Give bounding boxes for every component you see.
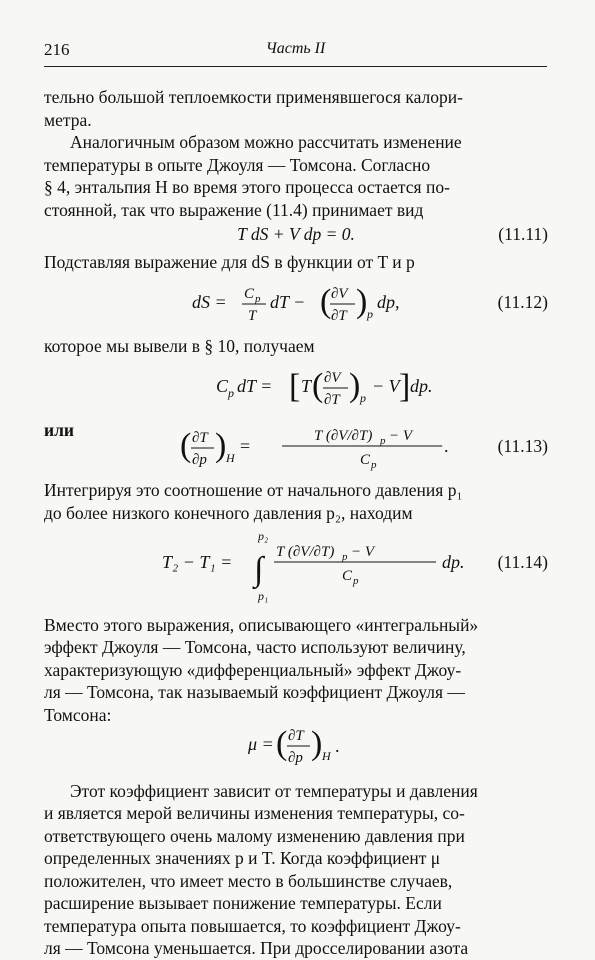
text-line: Аналогичным образом можно рассчитать изменение — [70, 132, 462, 152]
text-line: ля — Томсона уменьшается. При дросселировании азота — [44, 938, 469, 958]
eq-lhs: C — [216, 375, 229, 396]
page-body — [44, 86, 548, 960]
eq-dv: ∂V — [331, 285, 348, 302]
text-line: ля — Томсона, так называемый коэффициент Джоуля — — [44, 682, 465, 702]
eq-dt: dT = — [237, 375, 273, 396]
equation-11-11 — [44, 223, 548, 249]
left-paren: ( — [180, 426, 192, 464]
eq-tail: dp. — [410, 375, 433, 396]
integral-sign: ∫ — [254, 551, 264, 588]
right-paren: ) — [311, 725, 323, 762]
text-line: стоянной, так что выражение (11.4) принимает вид — [44, 199, 424, 220]
text-line: температуры в опыте Джоуля — Томсона. Согласно — [44, 154, 431, 175]
left-paren: ( — [312, 366, 324, 404]
text-line: и является мерой величины изменения температуры, со- — [44, 803, 465, 823]
right-paren: ) — [349, 366, 361, 404]
eq-tail: dp. — [442, 552, 465, 572]
eq-lower: p₁ — [258, 589, 269, 603]
text-line: ответствующего очень малому изменению давления при — [44, 825, 465, 846]
eq-num: ∂T — [192, 429, 208, 446]
eq-num: ∂T — [288, 728, 304, 744]
eq-tail: dp, — [377, 291, 400, 312]
text-line: до более низкого конечного давления p₂, находим — [44, 502, 413, 523]
text-line: § 4, энтальпия H во время этого процесса остается по- — [44, 177, 450, 197]
eq-dt: dT − — [270, 291, 306, 312]
eq-lhs-sub: p — [228, 385, 234, 400]
eq-rden: C — [360, 451, 371, 468]
equation-formula: T dS + V dp = 0. — [237, 224, 355, 244]
eq-den: ∂p — [288, 750, 303, 766]
eq-rden: C — [342, 568, 353, 584]
eq-rden-sub: p — [353, 575, 359, 587]
left-paren: ( — [320, 282, 332, 320]
text-line: Этот коэффициент зависит от температуры и давления — [70, 780, 478, 801]
text-line: метра. — [44, 109, 92, 130]
eq-sub-h: H — [226, 450, 235, 465]
eq-t: T — [301, 375, 312, 396]
eq-lhs: μ = — [248, 734, 274, 754]
equation-number: (11.12) — [497, 291, 548, 312]
eq-dtt: ∂T — [324, 391, 340, 408]
eq-dot: . — [335, 736, 340, 756]
page-number: 216 — [44, 40, 70, 59]
eq-minus-v: − V — [372, 375, 400, 396]
eq-cp: C — [244, 285, 255, 302]
eq-rnum-tail: − V — [389, 427, 413, 444]
text-line: температура опыта повышается, то коэффициент Джоу- — [44, 915, 461, 936]
text-line: Томсона: — [44, 704, 112, 725]
text-line: Вместо этого выражения, описывающего «интегральный» — [44, 614, 479, 635]
right-paren: ) — [215, 426, 227, 464]
text-line: Интегрируя это соотношение от начального давления p₁ — [44, 480, 463, 500]
running-head: Часть II — [265, 40, 326, 57]
text-line: которое мы вывели в § 10, получаем — [44, 336, 315, 356]
equation-11-13 — [44, 420, 548, 470]
right-bracket: ] — [399, 367, 411, 405]
equation-11-14 — [44, 524, 548, 602]
equation-number: (11.11) — [498, 224, 548, 244]
eq-den: ∂p — [192, 451, 207, 468]
eq-sub-p: p — [360, 390, 366, 405]
eq-rnum-tail: − V — [351, 544, 375, 560]
equation-11-12 — [44, 274, 548, 330]
right-paren: ) — [356, 282, 368, 320]
text-line: эффект Джоуля — Томсона, часто используют величину, — [44, 637, 466, 657]
equation-mu — [44, 722, 548, 766]
eq-sub-p: p — [367, 306, 373, 321]
eq-dv: ∂V — [324, 369, 341, 386]
eq-rden-sub: p — [371, 458, 377, 471]
text-line: Подставляя выражение для dS в функции от T и p — [44, 252, 415, 272]
eq-dtt: ∂T — [331, 307, 347, 324]
eq-rnum: T (∂V/∂T) — [276, 544, 335, 560]
eq-rnum-sub: p — [342, 551, 348, 563]
eq-equals: = — [240, 435, 251, 456]
eq-t: T — [248, 307, 257, 324]
text-line: или — [44, 420, 74, 440]
eq-lhs: dS = — [192, 291, 227, 312]
left-paren: ( — [276, 725, 288, 762]
page-header — [44, 40, 547, 67]
text-line: положителен, что имеет место в большинстве случаев, — [44, 870, 453, 891]
text-line: расширение вызывает понижение температуры. Если — [44, 893, 442, 913]
text-line: определенных значениях p и T. Когда коэффициент μ — [44, 848, 441, 868]
equation-cp-dt — [44, 358, 548, 414]
eq-sub-h: H — [322, 749, 331, 763]
eq-cp-sub: p — [255, 292, 261, 305]
eq-rnum: T (∂V/∂T) — [314, 427, 373, 444]
text-line: характеризующую «дифференциальный» эффект Джоу- — [44, 659, 462, 680]
eq-rnum-sub: p — [380, 434, 386, 447]
eq-lhs: T₂ − T₁ = — [162, 552, 233, 572]
eq-dot: . — [444, 435, 449, 456]
text-line: тельно большой теплоемкости применявшегося калори- — [44, 87, 463, 107]
left-bracket: [ — [289, 367, 301, 405]
equation-number: (11.13) — [497, 435, 548, 456]
eq-upper: p₂ — [258, 529, 269, 543]
equation-number: (11.14) — [497, 552, 548, 572]
